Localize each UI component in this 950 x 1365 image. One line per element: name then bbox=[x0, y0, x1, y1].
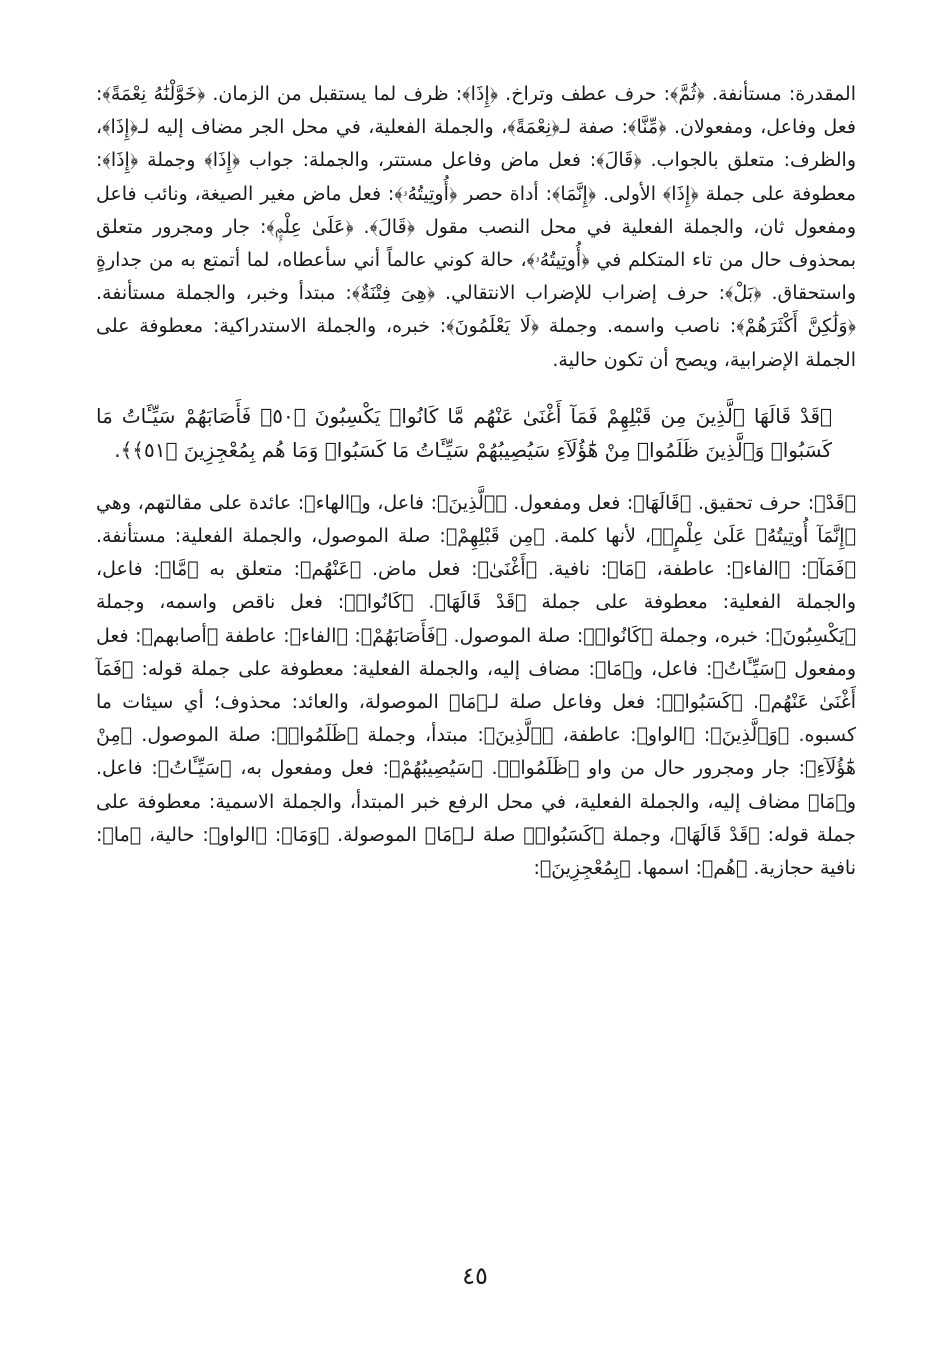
page-body bbox=[96, 78, 856, 885]
quran-verse-block: ﴿قَدْ قَالَهَا ٱلَّذِينَ مِن قَبْلِهِمْ فَمَآ أَغْنَىٰ عَنْهُم مَّا كَانُوا۟ يَكْسِبُونَ ﴿٥٠﴾ فَأَصَابَهُمْ سَيِّـَٔاتُ مَا كَسَبُوا۟ وَٱلَّذِينَ ظَلَمُوا۟ مِنْ هَٰٓؤُلَآءِ سَيُصِيبُهُمْ سَيِّـَٔاتُ مَا كَسَبُوا۟ وَمَا هُم بِمُعْجِزِينَ ﴿٥١﴾﴾. bbox=[96, 403, 833, 462]
page-number: ٤٥ bbox=[462, 1262, 488, 1290]
commentary-paragraph-1: المقدرة: مستأنفة. ﴿ثُمَّ﴾: حرف عطف وتراخ. ﴿إِذَا﴾: ظرف لما يستقبل من الزمان. ﴿خَوَّلْنَٰهُ نِعْمَةً﴾: فعل وفاعل، ومفعولان. ﴿مِّنَّا﴾: صفة لـ﴿نِعْمَةً﴾، والجملة الفعلية، في محل الجر مضاف إليه لـ﴿إِذَا﴾، والظرف: متعلق بالجواب. ﴿قَالَ﴾: فعل ماض وفاعل مستتر، والجملة: جواب ﴿إِذَا﴾ وجملة ﴿إِذَا﴾: معطوفة على جملة ﴿إِذَا﴾ الأولى. ﴿إِنَّمَا﴾: أداة حصر ﴿أُوتِيتُهُۥ﴾: فعل ماض مغير الصيغة، ونائب فاعل ومفعول ثان، والجملة الفعلية في محل النصب مقول ﴿قَالَ﴾. ﴿عَلَىٰ عِلْمٍۭ﴾: جار ومجرور متعلق بمحذوف حال من تاء المتكلم في ﴿أُوتِيتُهُۥ﴾، حالة كوني عالماً أني سأعطاه، لما أتمتع به من جدارةٍ واستحقاق. ﴿بَلْ﴾: حرف إضراب للإضراب الانتقالي. ﴿هِىَ فِتْنَةٌ﴾: مبتدأ وخبر، والجملة مستأنفة. ﴿وَلَٰكِنَّ أَكْثَرَهُمْ﴾: ناصب واسمه. وجملة ﴿لَا يَعْلَمُونَ﴾: خبره، والجملة الاستدراكية: معطوفة على الجملة الإضرابية، ويصح أن تكون حالية. bbox=[96, 83, 856, 371]
commentary-paragraph-2: ﴿قَدْ﴾: حرف تحقيق. ﴿قَالَهَا﴾: فعل ومفعول. ﴿ٱلَّذِينَ﴾: فاعل، و﴿الهاء﴾: عائدة على مقالتهم، وهي ﴿إِنَّمَآ أُوتِيتُهُۥ عَلَىٰ عِلْمٍۭ﴾، لأنها كلمة. ﴿مِن قَبْلِهِمْ﴾: صلة الموصول، والجملة الفعلية: مستأنفة. ﴿فَمَآ﴾: ﴿الفاء﴾: عاطفة، ﴿مَا﴾: نافية. ﴿أَغْنَىٰ﴾: فعل ماض. ﴿عَنْهُم﴾: متعلق به ﴿مَّا﴾: فاعل، والجملة الفعلية: معطوفة على جملة ﴿قَدْ قَالَهَا﴾. ﴿كَانُوا۟﴾: فعل ناقص واسمه، وجملة ﴿يَكْسِبُونَ﴾: خبره، وجملة ﴿كَانُوا۟﴾: صلة الموصول. ﴿فَأَصَابَهُمْ﴾: ﴿الفاء﴾: عاطفة ﴿أصابهم﴾: فعل ومفعول ﴿سَيِّـَٔاتُ﴾: فاعل، و﴿مَا﴾: مضاف إليه، والجملة الفعلية: معطوفة على جملة قوله: ﴿فَمَآ أَغْنَىٰ عَنْهُم﴾. ﴿كَسَبُوا۟﴾: فعل وفاعل صلة لـ﴿مَا﴾ الموصولة، والعائد: محذوف؛ أي سيئات ما كسبوه. ﴿وَٱلَّذِينَ﴾: ﴿الواو﴾: عاطفة، ﴿ٱلَّذِينَ﴾: مبتدأ، وجملة ﴿ظَلَمُوا۟﴾: صلة الموصول. ﴿مِنْ هَٰٓؤُلَآءِ﴾: جار ومجرور حال من واو ﴿ظَلَمُوا۟﴾. ﴿سَيُصِيبُهُمْ﴾: فعل ومفعول به، ﴿سَيِّـَٔاتُ﴾: فاعل. و﴿مَا﴾ مضاف إليه، والجملة الفعلية، في محل الرفع خبر المبتدأ، والجملة الاسمية: معطوفة على جملة قوله: ﴿قَدْ قَالَهَا﴾، وجملة ﴿كَسَبُوا۟﴾ صلة لـ﴿مَا﴾ الموصولة. ﴿وَمَا﴾: ﴿الواو﴾: حالية، ﴿ما﴾: نافية حجازية. ﴿هُم﴾: اسمها. ﴿بِمُعْجِزِينَ﴾: bbox=[96, 491, 856, 880]
